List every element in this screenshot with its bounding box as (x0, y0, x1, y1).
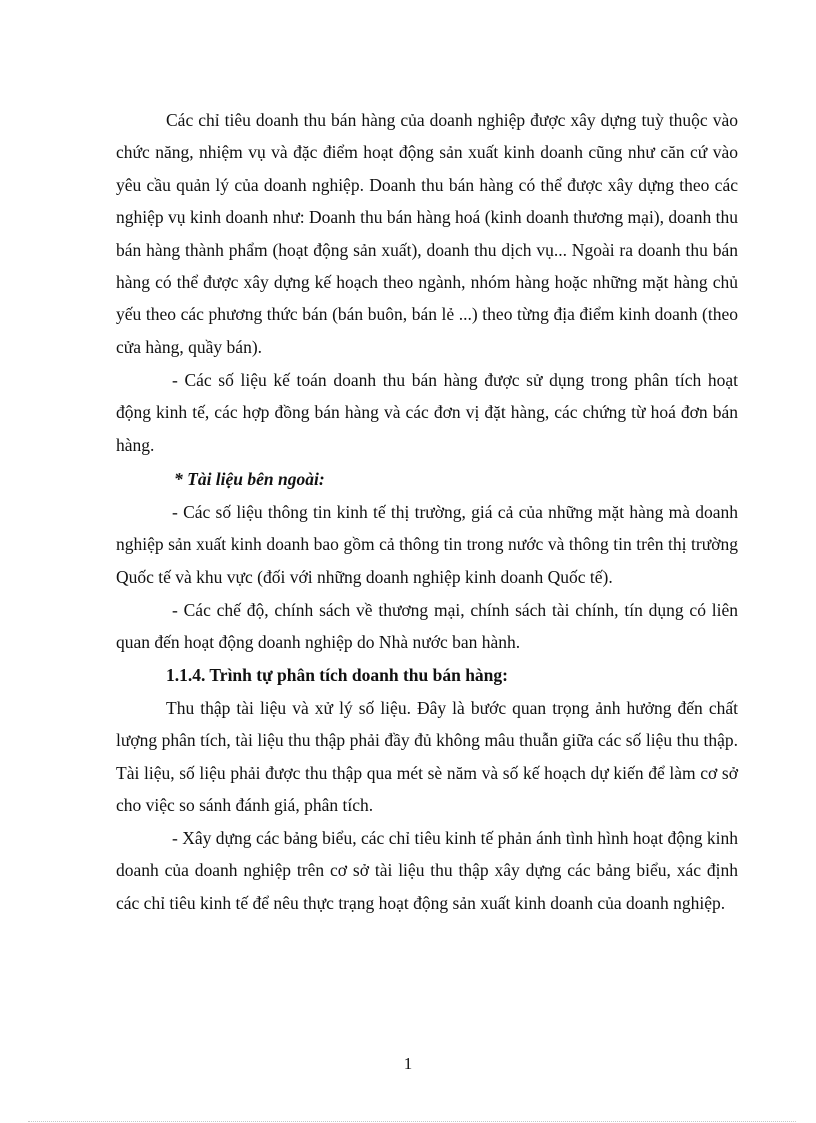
paragraph-build-tables: - Xây dựng các bảng biểu, các chỉ tiêu kinh tế phản ánh tình hình hoạt động kinh doanh của doanh nghiệp trên cơ sở tài liệu thu thập xây dựng các bảng biểu, xác định các chỉ tiêu kinh tế để nêu thực trạng hoạt động sản xuất kinh doanh của doanh nghiệp. (116, 827, 738, 913)
paragraph-policies: - Các chế độ, chính sách về thương mại, chính sách tài chính, tín dụng có liên quan đến hoạt động doanh nghiệp do Nhà nước ban hành. (116, 599, 738, 652)
document-body (116, 104, 738, 919)
page-number: 1 (403, 1054, 413, 1073)
heading-analysis-procedure: 1.1.4. Trình tự phân tích doanh thu bán hàng: (166, 664, 508, 685)
paragraph-data-collection: Thu thập tài liệu và xử lý số liệu. Đây là bước quan trọng ảnh hưởng đến chất lượng phân tích, tài liệu thu thập phải đầy đủ không mâu thuẫn giữa các số liệu thu thập. Tài liệu, số liệu phải được thu thập qua mét sè năm và số kế hoạch dự kiến để làm cơ sở cho việc so sánh đánh giá, phân tích. (116, 697, 738, 816)
paragraph-accounting-data: - Các số liệu kế toán doanh thu bán hàng được sử dụng trong phân tích hoạt động kinh tế, các hợp đồng bán hàng và các đơn vị đặt hàng, các chứng từ hoá đơn bán hàng. (116, 369, 738, 455)
heading-external-documents: * Tài liệu bên ngoài: (174, 468, 325, 489)
page-bottom-border (28, 1121, 796, 1122)
paragraph-market-information: - Các số liệu thông tin kinh tế thị trường, giá cả của những mặt hàng mà doanh nghiệp sản xuất kinh doanh bao gồm cả thông tin trong nước và thông tin trên thị trường Quốc tế và khu vực (đối với những doanh nghiệp kinh doanh Quốc tế). (116, 501, 738, 587)
paragraph-revenue-indicators: Các chỉ tiêu doanh thu bán hàng của doanh nghiệp được xây dựng tuỳ thuộc vào chức năng, nhiệm vụ và đặc điểm hoạt động sản xuất kinh doanh cũng như căn cứ vào yêu cầu quản lý của doanh nghiệp. Doanh thu bán hàng có thể được xây dựng theo các nghiệp vụ kinh doanh như: Doanh thu bán hàng hoá (kinh doanh thương mại), doanh thu bán hàng thành phẩm (hoạt động sản xuất), doanh thu dịch vụ... Ngoài ra doanh thu bán hàng có thể được xây dựng kế hoạch theo ngành, nhóm hàng hoặc những mặt hàng chủ yếu theo các phương thức bán (bán buôn, bán lẻ ...) theo từng địa điểm kinh doanh (theo cửa hàng, quầy bán). (116, 110, 738, 357)
